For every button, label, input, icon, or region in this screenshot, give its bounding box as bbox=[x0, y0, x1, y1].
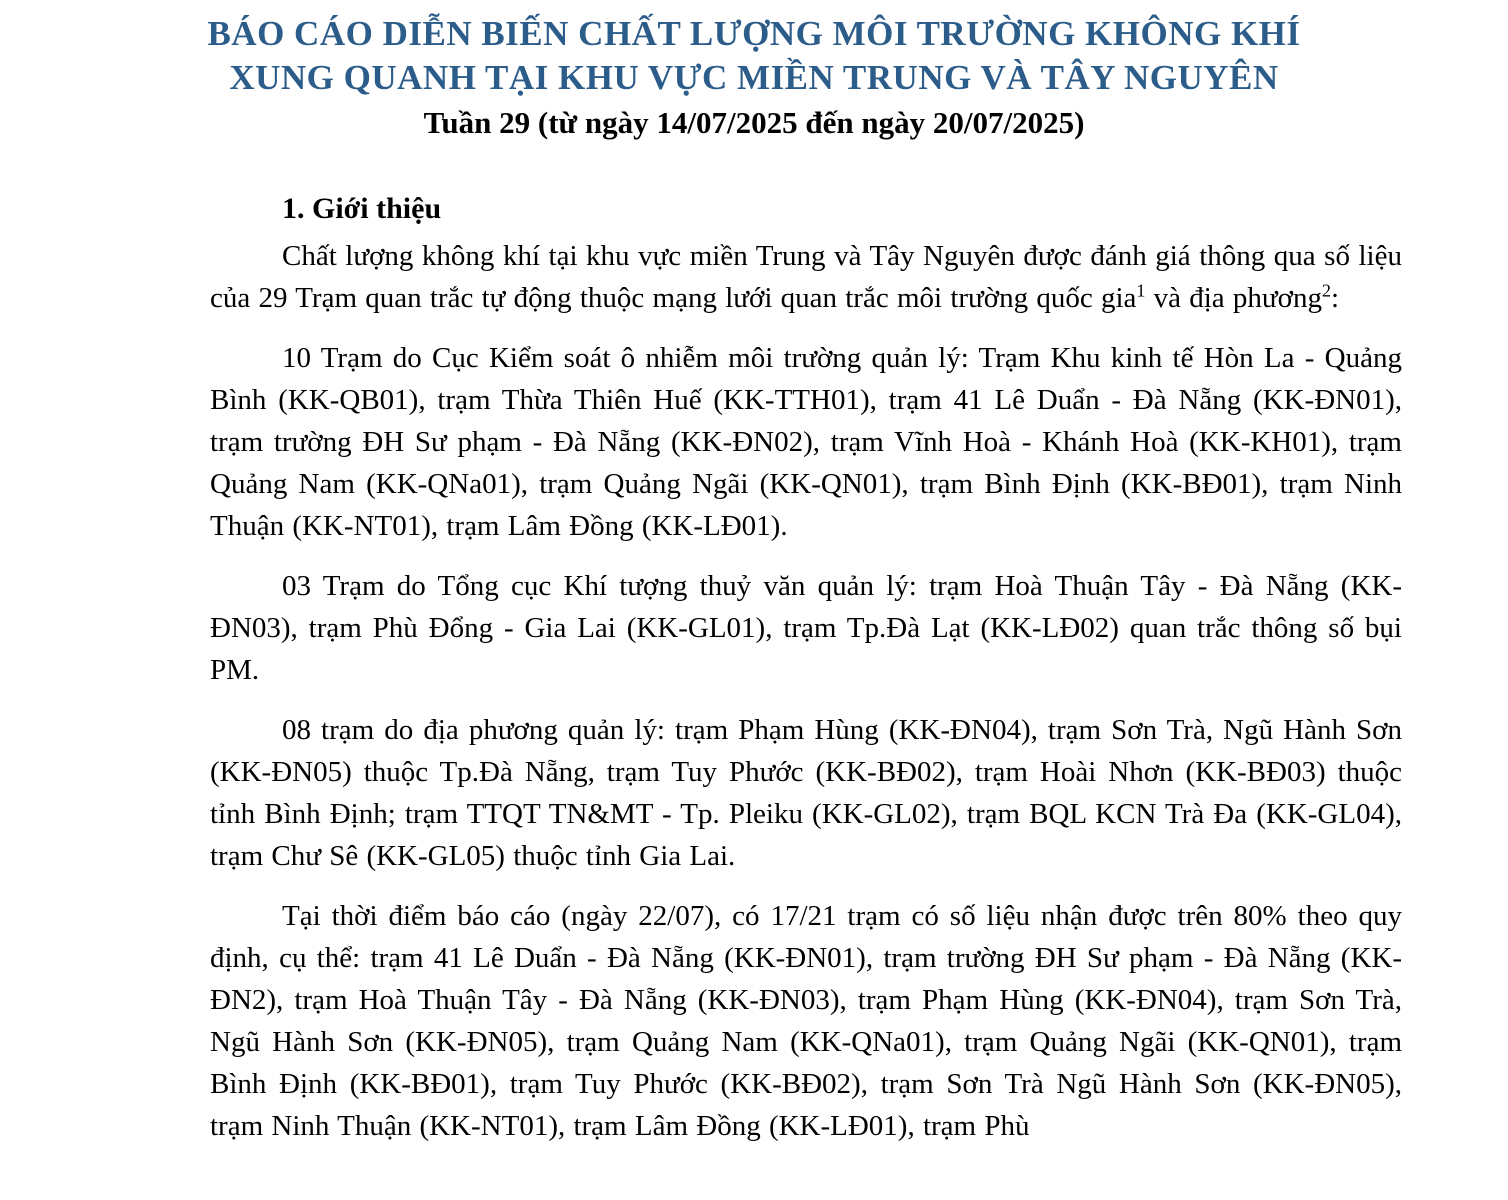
report-title-line2: XUNG QUANH TẠI KHU VỰC MIỀN TRUNG VÀ TÂY NGUYÊN bbox=[229, 58, 1279, 97]
report-title-line1: BÁO CÁO DIỄN BIẾN CHẤT LƯỢNG MÔI TRƯỜNG KHÔNG KHÍ bbox=[207, 14, 1301, 53]
report-subtitle-week-range: Tuần 29 (từ ngày 14/07/2025 đến ngày 20/07/2025) bbox=[423, 105, 1085, 140]
paragraph-local-stations: 08 trạm do địa phương quản lý: trạm Phạm Hùng (KK-ĐN04), trạm Sơn Trà, Ngũ Hành Sơn (KK-ĐN05) thuộc Tp.Đà Nẵng, trạm Tuy Phước (KK-BĐ02), trạm Hoài Nhơn (KK-BĐ03) thuộc tỉnh Bình Định; trạm TTQT TN&MT - Tp. Pleiku (KK-GL02), trạm BQL KCN Trà Đa (KK-GL04), trạm Chư Sê (KK-GL05) thuộc tỉnh Gia Lai. bbox=[210, 714, 1402, 872]
footnote-ref-1: 1 bbox=[1136, 280, 1146, 301]
document-body bbox=[210, 188, 1402, 1147]
paragraph-data-availability: Tại thời điểm báo cáo (ngày 22/07), có 17/21 trạm có số liệu nhận được trên 80% theo quy định, cụ thể: trạm 41 Lê Duẩn - Đà Nẵng (KK-ĐN01), trạm trường ĐH Sư phạm - Đà Nẵng (KK-ĐN2), trạm Hoà Thuận Tây - Đà Nẵng (KK-ĐN03), trạm Phạm Hùng (KK-ĐN04), trạm Sơn Trà, Ngũ Hành Sơn (KK-ĐN05), trạm Quảng Nam (KK-QNa01), trạm Quảng Ngãi (KK-QN01), trạm Bình Định (KK-BĐ01), trạm Tuy Phước (KK-BĐ02), trạm Sơn Trà Ngũ Hành Sơn (KK-ĐN05), trạm Ninh Thuận (KK-NT01), trạm Lâm Đồng (KK-LĐ01), trạm Phù bbox=[210, 900, 1402, 1142]
section-heading-gioi-thieu: 1. Giới thiệu bbox=[282, 192, 442, 225]
report-header bbox=[0, 0, 1508, 146]
paragraph-overview bbox=[210, 235, 1402, 319]
paragraph-overview-text-1: Chất lượng không khí tại khu vực miền Trung và Tây Nguyên được đánh giá thông qua số liệu của 29 Trạm quan trắc tự động thuộc mạng lưới quan trắc môi trường quốc gia bbox=[210, 240, 1402, 314]
paragraph-hydromet-stations: 03 Trạm do Tổng cục Khí tượng thuỷ văn quản lý: trạm Hoà Thuận Tây - Đà Nẵng (KK-ĐN03), trạm Phù Đổng - Gia Lai (KK-GL01), trạm Tp.Đà Lạt (KK-LĐ02) quan trắc thông số bụi PM. bbox=[210, 570, 1402, 686]
paragraph-overview-text-3: : bbox=[1330, 282, 1340, 314]
footnote-ref-2: 2 bbox=[1321, 280, 1331, 301]
paragraph-overview-text-2: và địa phương bbox=[1145, 282, 1322, 314]
paragraph-national-stations: 10 Trạm do Cục Kiểm soát ô nhiễm môi trường quản lý: Trạm Khu kinh tế Hòn La - Quảng Bình (KK-QB01), trạm Thừa Thiên Huế (KK-TTH01), trạm 41 Lê Duẩn - Đà Nẵng (KK-ĐN01), trạm trường ĐH Sư phạm - Đà Nẵng (KK-ĐN02), trạm Vĩnh Hoà - Khánh Hoà (KK-KH01), trạm Quảng Nam (KK-QNa01), trạm Quảng Ngãi (KK-QN01), trạm Bình Định (KK-BĐ01), trạm Ninh Thuận (KK-NT01), trạm Lâm Đồng (KK-LĐ01). bbox=[210, 342, 1402, 542]
